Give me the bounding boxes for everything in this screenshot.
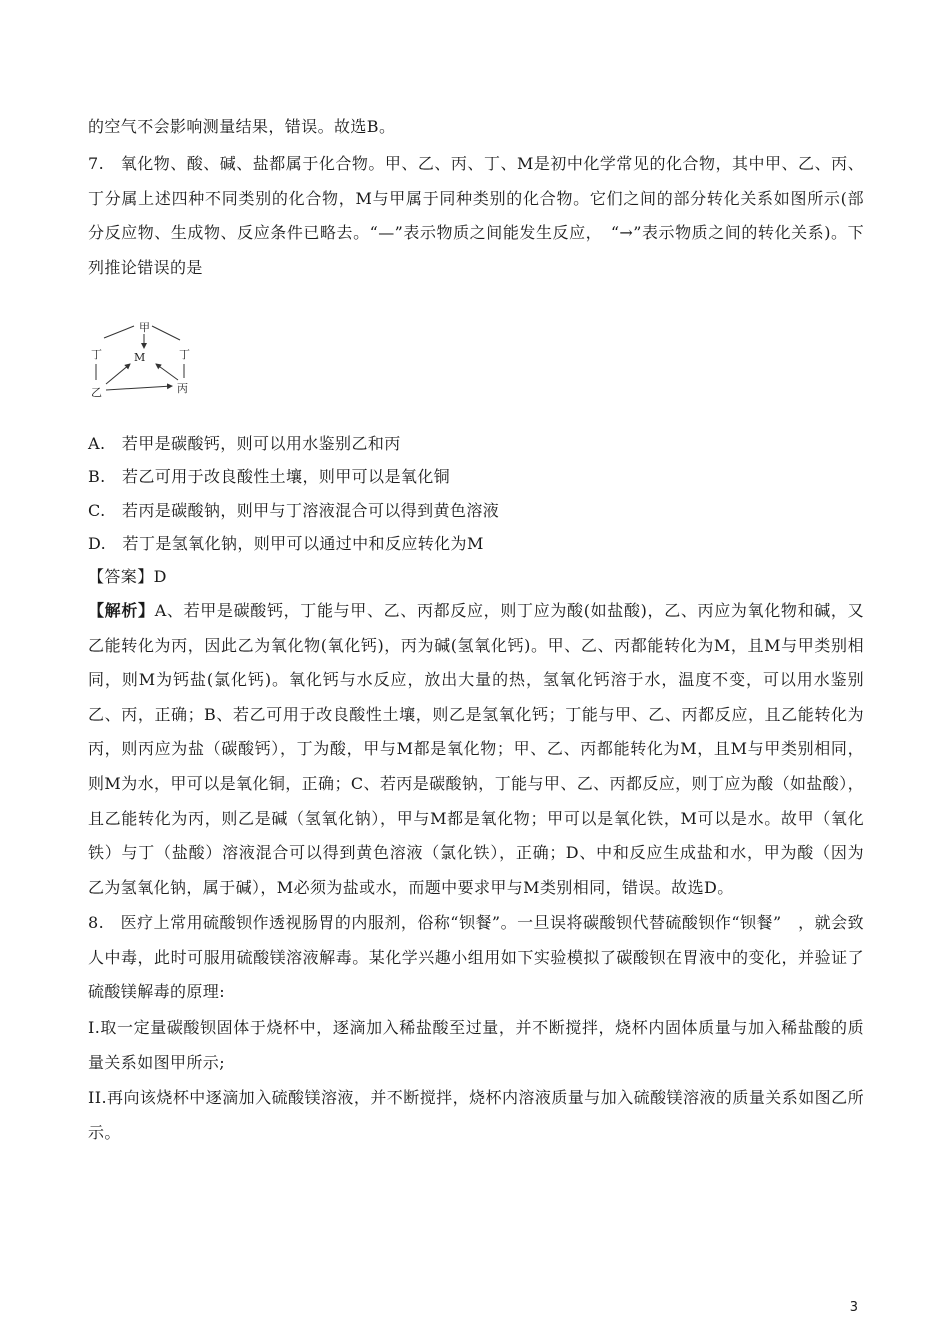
arrow-bing-m: [156, 364, 178, 380]
question-8-stem: 8. 医疗上常用硫酸钡作透视肠胃的内服剂，俗称“钡餐”。一旦误将碳酸钡代替硫酸钡作“钡餐” ，就会致人中毒，此时可服用硫酸镁溶液解毒。某化学兴趣小组用如下实验模拟了碳酸钡在胃液中的变化，并验证了硫酸镁解毒的原理:: [88, 913, 864, 1002]
page-number: 3: [849, 1300, 858, 1315]
edge-jia-ding: [104, 326, 134, 338]
option-a: A. 若甲是碳酸钙，则可以用水鉴别乙和丙: [88, 434, 401, 453]
answer: 【答案】D: [88, 567, 167, 586]
analysis-text: A、若甲是碳酸钙，丁能与甲、乙、丙都反应，则丁应为酸(如盐酸)，乙、丙应为氧化物和碱，又乙能转化为丙，因此乙为氧化物(氧化钙)，丙为碱(氢氧化钙)。甲、乙、丙都能转化为M，且M与甲类别相同，则M为钙盐(氯化钙)。氧化钙与水反应，放出大量的热，氢氧化钙溶于水，温度不变，可以用水鉴别乙、丙，正确；B、若乙可用于改良酸性土壤，则乙是氢氧化钙；丁能与甲、乙、丙都反应，且乙能转化为丙，则丙应为盐（碳酸钙），丁为酸，甲与M都是氧化物；甲、乙、丙都能转化为M，且M与甲类别相同，则M为水，甲可以是氧化铜，正确；C、若丙是碳酸钠，丁能与甲、乙、丙都反应，则丁应为酸（如盐酸），且乙能转化为丙，则乙是碱（氢氧化钠），甲与M都是氧化物；甲可以是氧化铁，M可以是水。故甲（氧化铁）与丁（盐酸）溶液混合可以得到黄色溶液（氯化铁），正确；D、中和反应生成盐和水，甲为酸（因为乙为氢氧化钠，属于碱），M必须为盐或水，而题中要求甲与M类别相同，错误。故选D。: [88, 601, 864, 897]
node-ding: 丁: [91, 348, 102, 361]
continued-text: 的空气不会影响测量结果，错误。故选B。: [88, 117, 396, 136]
option-b: B. 若乙可用于改良酸性土壤，则甲可以是氧化铜: [88, 467, 451, 486]
question-8-step-1: I.取一定量碳酸钡固体于烧杯中，逐滴加入稀盐酸至过量，并不断搅拌，烧杯内固体质量与加入稀盐酸的质量关系如图甲所示;: [88, 1018, 864, 1072]
analysis-label: 【解析】: [88, 601, 155, 620]
node-bing: 丙: [177, 382, 188, 395]
question-8-step-2: II.再向该烧杯中逐滴加入硫酸镁溶液，并不断搅拌，烧杯内溶液质量与加入硫酸镁溶液的质量关系如图乙所示。: [88, 1088, 864, 1142]
node-yi: 乙: [91, 386, 102, 399]
option-d: D. 若丁是氢氧化钠，则甲可以通过中和反应转化为M: [88, 534, 484, 553]
conversion-diagram: [84, 318, 204, 400]
arrow-yi-m: [106, 364, 130, 384]
node-jia: 甲: [139, 321, 150, 334]
node-m: M: [134, 351, 146, 364]
option-c: C. 若丙是碳酸钠，则甲与丁溶液混合可以得到黄色溶液: [88, 501, 500, 520]
analysis: [88, 594, 864, 905]
arrow-yi-bing: [106, 386, 172, 390]
edge-jia-ding-right: [152, 326, 180, 340]
question-7-stem: 7. 氧化物、酸、碱、盐都属于化合物。甲、乙、丙、丁、M是初中化学常见的化合物，其中甲、乙、丙、丁分属上述四种不同类别的化合物，M与甲属于同种类别的化合物。它们之间的部分转化关系如图所示(部分反应物、生成物、反应条件已略去。“—”表示物质之间能发生反应， “→”表示物质之间的转化关系)。下列推论错误的是: [88, 154, 864, 277]
node-ding-right: 丁: [179, 348, 190, 361]
